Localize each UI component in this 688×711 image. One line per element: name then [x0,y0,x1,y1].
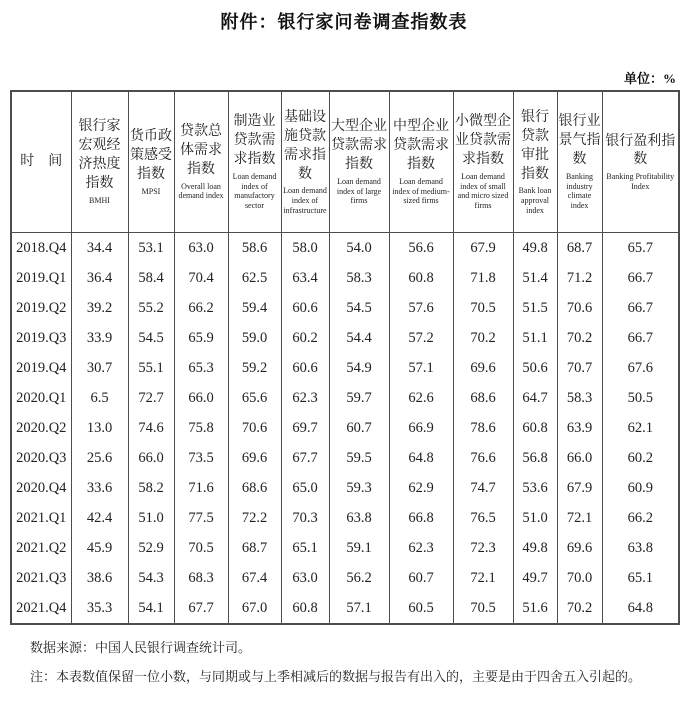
column-header-label: 银行贷款审批指数 [521,109,549,182]
footnotes [30,640,688,686]
column-header-subtitle: Loan demand index of large firms [336,176,382,206]
row-period: 2020.Q3 [16,449,67,466]
column-header [174,91,228,233]
data-cell: 66.7 [602,323,679,353]
data-cell: 36.4 [71,263,128,293]
data-cell: 59.2 [228,353,281,383]
data-cell: 49.7 [513,563,557,593]
table-row [11,563,679,593]
data-cell: 30.7 [71,353,128,383]
data-cell: 51.4 [513,263,557,293]
column-header [557,91,602,233]
data-cell: 51.0 [128,503,174,533]
data-cell: 62.3 [281,383,329,413]
data-cell: 62.1 [602,413,679,443]
data-cell: 57.1 [389,353,453,383]
data-cell: 60.2 [281,323,329,353]
data-cell: 70.5 [453,293,513,323]
data-cell: 66.0 [557,443,602,473]
data-cell: 25.6 [71,443,128,473]
row-period: 2019.Q4 [16,359,67,376]
row-period: 2021.Q3 [16,569,67,586]
column-header-subtitle: Overall loan demand index [178,181,224,201]
table-body [11,233,679,625]
data-cell: 56.2 [329,563,389,593]
data-cell: 65.1 [281,533,329,563]
data-cell: 58.2 [128,473,174,503]
data-cell: 56.6 [389,233,453,264]
data-cell: 66.7 [602,263,679,293]
column-header-label: 银行家宏观经济热度指数 [78,119,121,192]
column-header-label: 大型企业贷款需求指数 [331,119,387,173]
table-row [11,263,679,293]
data-cell: 63.8 [329,503,389,533]
data-cell: 71.2 [557,263,602,293]
data-cell: 59.5 [329,443,389,473]
data-cell: 60.8 [281,593,329,624]
column-header-subtitle: Bank loan approval index [518,186,552,215]
data-cell: 55.1 [128,353,174,383]
data-cell: 54.4 [329,323,389,353]
data-cell: 74.6 [128,413,174,443]
data-cell: 53.6 [513,473,557,503]
data-cell: 56.8 [513,443,557,473]
data-cell: 71.6 [174,473,228,503]
data-cell: 60.7 [329,413,389,443]
data-cell: 51.0 [513,503,557,533]
row-period: 2020.Q1 [16,389,67,406]
data-cell: 65.1 [602,563,679,593]
data-cell: 39.2 [71,293,128,323]
page-title: 附件：银行家问卷调查指数表 [220,12,468,32]
table-row [11,443,679,473]
data-cell: 63.0 [281,563,329,593]
data-cell: 68.6 [228,473,281,503]
data-cell: 62.9 [389,473,453,503]
data-cell: 55.2 [128,293,174,323]
column-header-label: 银行业景气指数 [558,114,601,168]
data-cell: 54.9 [329,353,389,383]
column-header [71,91,128,233]
data-cell: 38.6 [71,563,128,593]
data-source-note: 数据来源：中国人民银行调查统计司。 [30,640,252,655]
data-cell: 75.8 [174,413,228,443]
survey-index-table [10,90,680,625]
column-header-subtitle: MPSI [141,186,161,196]
data-cell: 72.7 [128,383,174,413]
data-cell: 58.6 [228,233,281,264]
data-cell: 59.0 [228,323,281,353]
data-cell: 66.0 [128,443,174,473]
table-row [11,503,679,533]
row-period: 2021.Q4 [16,599,67,616]
data-cell: 64.8 [602,593,679,624]
column-header-label: 时 间 [20,153,63,169]
data-cell: 13.0 [71,413,128,443]
data-cell: 54.3 [128,563,174,593]
data-cell: 70.2 [557,323,602,353]
data-cell: 69.6 [557,533,602,563]
column-header-label: 银行盈利指数 [605,133,676,168]
data-cell: 54.5 [329,293,389,323]
data-cell: 58.4 [128,263,174,293]
data-cell: 35.3 [71,593,128,624]
data-cell: 70.5 [453,593,513,624]
data-cell: 70.2 [453,323,513,353]
data-cell: 68.7 [557,233,602,264]
data-cell: 70.2 [557,593,602,624]
row-period: 2021.Q2 [16,539,67,556]
data-cell: 59.4 [228,293,281,323]
data-cell: 70.0 [557,563,602,593]
data-cell: 62.5 [228,263,281,293]
column-header-subtitle: Loan demand index of medium-sized firms [392,176,450,206]
table-row [11,293,679,323]
data-cell: 64.7 [513,383,557,413]
data-cell: 68.3 [174,563,228,593]
data-cell: 57.2 [389,323,453,353]
column-header-label: 基础设施贷款需求指数 [284,109,326,182]
row-period: 2019.Q1 [16,269,67,286]
table-row [11,413,679,443]
column-header [389,91,453,233]
data-cell: 60.8 [389,263,453,293]
table-row [11,473,679,503]
data-cell: 64.8 [389,443,453,473]
data-cell: 67.7 [174,593,228,624]
data-cell: 54.1 [128,593,174,624]
data-cell: 59.7 [329,383,389,413]
table-row [11,383,679,413]
data-cell: 72.1 [453,563,513,593]
column-header [128,91,174,233]
data-cell: 57.6 [389,293,453,323]
column-header-label: 货币政策感受指数 [130,128,172,182]
data-cell: 70.4 [174,263,228,293]
data-cell: 60.5 [389,593,453,624]
unit-label: 单位：% [623,71,676,86]
column-header-label: 中型企业贷款需求指数 [393,119,449,173]
data-cell: 71.8 [453,263,513,293]
document-page [0,8,688,686]
data-cell: 62.6 [389,383,453,413]
data-cell: 34.4 [71,233,128,264]
data-cell: 50.5 [602,383,679,413]
data-cell: 66.2 [174,293,228,323]
column-header-subtitle: Loan demand index of manufactory sector [232,172,277,210]
column-header-label: 贷款总体需求指数 [180,124,222,177]
column-header [281,91,329,233]
data-cell: 69.6 [228,443,281,473]
data-cell: 66.2 [602,503,679,533]
data-cell: 66.8 [389,503,453,533]
data-cell: 50.6 [513,353,557,383]
data-cell: 53.1 [128,233,174,264]
data-cell: 63.4 [281,263,329,293]
column-header [602,91,679,233]
table-row [11,353,679,383]
data-cell: 57.1 [329,593,389,624]
data-cell: 78.6 [453,413,513,443]
data-cell: 65.0 [281,473,329,503]
data-cell: 72.1 [557,503,602,533]
data-cell: 54.5 [128,323,174,353]
column-header-label: 小微型企业贷款需求指数 [455,114,511,168]
table-row [11,593,679,624]
column-header-time [11,91,71,233]
data-cell: 60.6 [281,353,329,383]
column-header-subtitle: BMHI [89,195,110,205]
table-row [11,533,679,563]
data-cell: 66.0 [174,383,228,413]
table-row [11,233,679,264]
column-header [513,91,557,233]
data-cell: 51.1 [513,323,557,353]
data-cell: 65.6 [228,383,281,413]
data-cell: 49.8 [513,533,557,563]
data-cell: 76.6 [453,443,513,473]
data-cell: 59.3 [329,473,389,503]
data-cell: 69.6 [453,353,513,383]
data-cell: 67.9 [453,233,513,264]
data-cell: 63.8 [602,533,679,563]
column-header [453,91,513,233]
data-cell: 67.9 [557,473,602,503]
data-cell: 69.7 [281,413,329,443]
data-cell: 65.3 [174,353,228,383]
data-cell: 54.0 [329,233,389,264]
table-row [11,323,679,353]
data-cell: 76.5 [453,503,513,533]
data-cell: 70.3 [281,503,329,533]
data-cell: 60.6 [281,293,329,323]
data-cell: 70.5 [174,533,228,563]
data-cell: 45.9 [71,533,128,563]
data-cell: 70.6 [557,293,602,323]
data-cell: 66.9 [389,413,453,443]
data-cell: 68.6 [453,383,513,413]
data-cell: 52.9 [128,533,174,563]
column-header-subtitle: Loan demand index of small and micro sized firms [457,172,509,210]
data-cell: 58.3 [329,263,389,293]
header-row [11,91,679,233]
data-cell: 74.7 [453,473,513,503]
data-cell: 60.7 [389,563,453,593]
rounding-note: 注：本表数值保留一位小数，与同期或与上季相减后的数据与报告有出入的，主要是由于四舍五入引起的。 [30,668,642,684]
data-cell: 68.7 [228,533,281,563]
data-cell: 67.7 [281,443,329,473]
row-period: 2020.Q2 [16,419,67,436]
data-cell: 62.3 [389,533,453,563]
column-header-subtitle: Banking industry climate index [565,172,594,210]
data-cell: 65.9 [174,323,228,353]
data-cell: 33.9 [71,323,128,353]
data-cell: 77.5 [174,503,228,533]
row-period: 2021.Q1 [16,509,67,526]
data-cell: 58.3 [557,383,602,413]
data-cell: 70.6 [228,413,281,443]
data-cell: 66.7 [602,293,679,323]
data-cell: 70.7 [557,353,602,383]
data-cell: 42.4 [71,503,128,533]
table-header [11,91,679,233]
row-period: 2019.Q3 [16,329,67,346]
data-cell: 58.0 [281,233,329,264]
data-cell: 33.6 [71,473,128,503]
data-cell: 63.0 [174,233,228,264]
data-cell: 67.0 [228,593,281,624]
data-cell: 60.8 [513,413,557,443]
data-cell: 72.2 [228,503,281,533]
data-cell: 65.7 [602,233,679,264]
data-cell: 60.9 [602,473,679,503]
data-cell: 67.6 [602,353,679,383]
row-period: 2020.Q4 [16,479,67,496]
column-header [228,91,281,233]
data-cell: 51.6 [513,593,557,624]
data-cell: 59.1 [329,533,389,563]
column-header-label: 制造业贷款需求指数 [233,114,276,168]
data-cell: 49.8 [513,233,557,264]
data-cell: 73.5 [174,443,228,473]
data-cell: 67.4 [228,563,281,593]
row-period: 2018.Q4 [16,239,67,256]
data-cell: 51.5 [513,293,557,323]
column-header-subtitle: Banking Profitability Index [606,172,675,191]
data-cell: 72.3 [453,533,513,563]
data-cell: 60.2 [602,443,679,473]
data-cell: 63.9 [557,413,602,443]
data-cell: 6.5 [71,383,128,413]
column-header [329,91,389,233]
column-header-subtitle: Loan demand index of infrastructure [283,186,327,215]
row-period: 2019.Q2 [16,299,67,316]
